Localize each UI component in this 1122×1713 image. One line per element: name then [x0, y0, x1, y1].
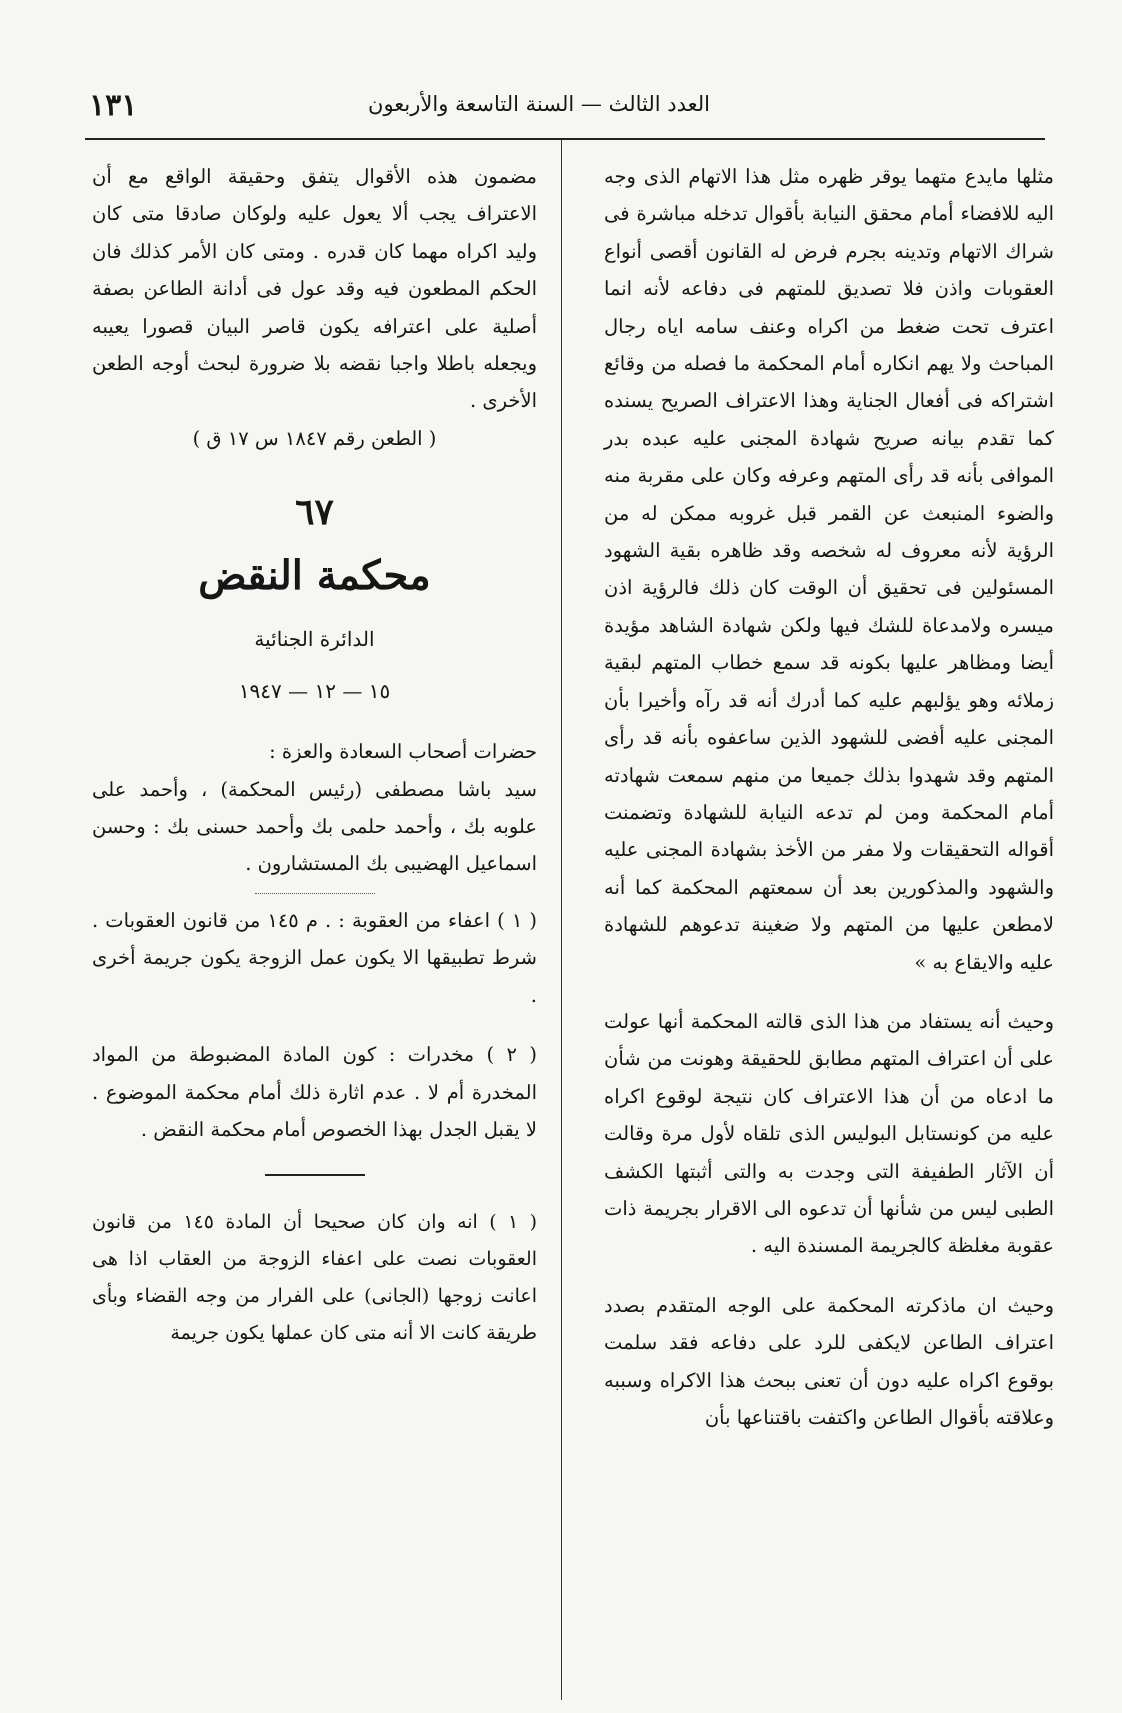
- page-header: [85, 88, 1045, 132]
- left-column: [92, 158, 537, 1352]
- footnote-separator: [265, 1174, 365, 1176]
- right-paragraph-3: وحيث ان ماذكرته المحكمة على الوجه المتقدم بصدد اعتراف الطاعن لايكفى للرد على دفاعه فقد سلمت بوقوع اكراه عليه دون أن تعنى ببحث هذا الاكراه وسببه وعلاقته بأقوال الطاعن واكتفت باقتناعها بأن: [604, 1293, 1054, 1429]
- column-divider: [561, 140, 562, 1700]
- right-paragraph-2: وحيث أنه يستفاد من هذا الذى قالته المحكمة أنها عولت على أن اعتراف المتهم مطابق للحقيقة وهونت من شأن ما ادعاه من أن هذا الاعتراف كان نتيجة لوقوع اكراه عليه من كونستابل البوليس الذى تلقاه لأول مرة وقالت أن الآثار الطفيفة التى وجدت به والتى أثبتها الكشف الطبى ليس من شأنها أن تدعوه الى الاقرار بجريمة ذات عقوبة مغلظة كالجريمة المسندة اليه .: [604, 1009, 1054, 1258]
- chamber-name: الدائرة الجنائية: [254, 627, 375, 652]
- judges-list: سيد باشا مصطفى (رئيس المحكمة) ، وأحمد على علوبه بك ، وأحمد حلمى بك وأحمد حسنى بك : وحسن اسماعيل الهضيبى بك المستشارون .: [92, 777, 537, 876]
- attendance-heading: حضرات أصحاب السعادة والعزة :: [269, 740, 537, 764]
- right-paragraph-1: مثلها مايدع متهما يوقر ظهره مثل هذا الاتهام الذى وجه اليه للافضاء أمام محقق النيابة بأقوال تدخله مباشرة فى شراك الاتهام وتدينه بجرم فرض له القانون أقصى أنواع العقوبات واذن فلا تصديق للمتهم فى دفاعه لأنه انما اعترف تحت ضغط من اكراه وعنف سامه اياه رجال المباحث ولا يهم انكاره أمام المحكمة ما فصله من وقائع اشتراكه فى أفعال الجناية وهذا الاعتراف الصريح يسنده كما تقدم بيانه صريح شهادة المجنى عليه عبده بدر الموافى بأنه قد رأى المتهم وعرفه وكان على مقربة منه والضوء المنبعث عن القمر قبل غروبه ممكن له من الرؤية لأنه معروف له شخصه وقد ظاهره بقية الشهود المسئولين فى تحقيق أن الوقت كان ذلك فالرؤية اذن ميسره ولامدعاة للشك فيها ولكن شهادة الشاهد مؤيدة أيضا ومظاهر عليها بكونه قد سمع خطاب المتهم لبقية زملائه وهو يؤلبهم عليه كما أدرك أنه قد رآه وأخيرا بأن المجنى عليه أفضى للشهود الذين ساعفوه بأنه قد رأى المتهم وقد شهدوا بذلك جميعا من منهم سمعت شهادته أمام المحكمة ومن لم تدعه النيابة للشهادة وتضمنت أقواله التحقيقات ولا مفر من الأخذ بشهادة المجنى عليه والشهود والمذكورين بعد أن سمعتهم المحكمة كما أنه لامطعن عليها من المتهم ولا ضغينة تدعوهم للشهادة عليه والايقاع به »: [604, 165, 1054, 974]
- left-paragraph-1: مضمون هذه الأقوال يتفق وحقيقة الواقع مع أن الاعتراف يجب ألا يعول عليه ولوكان صادقا متى كان وليد اكراه مهما كان قدره . ومتى كان الأمر كذلك فان الحكم المطعون فيه وقد عول فى أدانة الطاعن بصفة أصلية على اعترافه يكون قاصر البيان قصورا يعيبه ويجعله باطلا واجبا نقضه بلا ضرورة لبحث أوجه الطعن الأخرى .: [92, 165, 537, 413]
- session-date: ١٥ — ١٢ — ١٩٤٧: [238, 679, 391, 704]
- page-number: ١٣١: [89, 88, 138, 123]
- header-title: العدد الثالث — السنة التاسعة والأربعون: [368, 92, 710, 116]
- right-column: [604, 158, 1054, 1436]
- dotted-separator: [255, 893, 375, 894]
- case-citation: ( الطعن رقم ١٨٤٧ س ١٧ ق ): [192, 426, 437, 450]
- summary-point-1: ( ١ ) اعفاء من العقوبة : . م ١٤٥ من قانون العقوبات . شرط تطبيقها الا يكون عمل الزوجة يكون جريمة أخرى .: [92, 908, 538, 1007]
- footnote-1: ( ١ ) انه وان كان صحيحا أن المادة ١٤٥ من قانون العقوبات نصت على اعفاء الزوجة من العقاب اذا هى اعانت زوجها (الجانى) على الفرار من وجه القضاء وبأى طريقة كانت الا أنه متى كان عملها يكون جريمة: [92, 1211, 538, 1345]
- court-name: محكمة النقض: [198, 552, 431, 600]
- summary-point-2: ( ٢ ) مخدرات : كون المادة المضبوطة من المواد المخدرة أم لا . عدم اثارة ذلك أمام محكمة الموضوع . لا يقبل الجدل بهذا الخصوص أمام محكمة النقض .: [92, 1043, 538, 1141]
- case-number: ٦٧: [295, 491, 334, 534]
- header-rule: [85, 138, 1045, 140]
